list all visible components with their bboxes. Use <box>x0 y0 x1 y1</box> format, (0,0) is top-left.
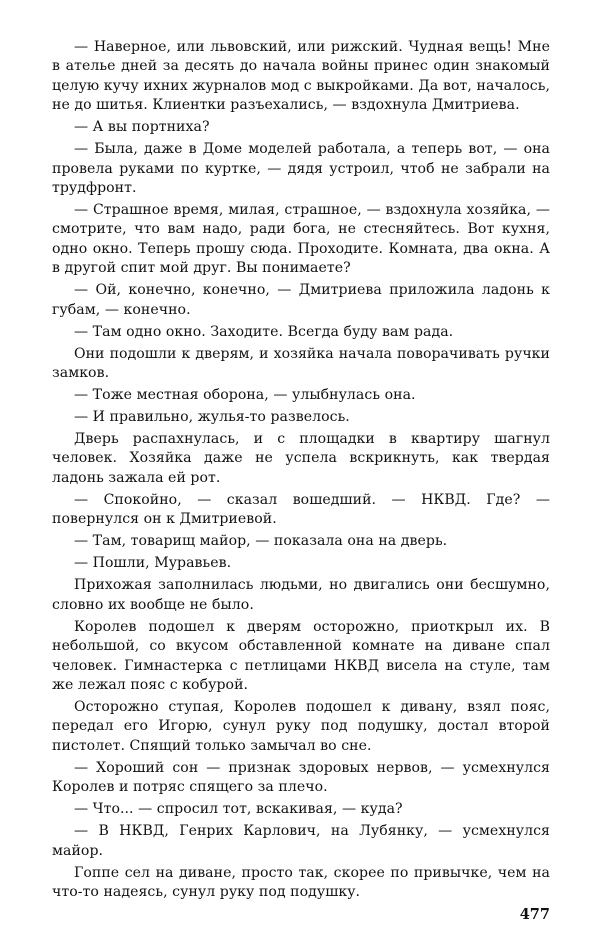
paragraph-1: — Наверное, или львовский, или рижский. Чудная вещь! Мне в ателье дней за десять до начала войны принес один знакомый целую кучу ихних журналов мод с выкройками. Да вот, началось, не до шитья. Клиентки разъехались, — вздохнула Дмитриева. <box>52 39 550 114</box>
paragraph-5: — Ой, конечно, конечно, — Дмитриева приложила ладонь к губам, — конечно. <box>52 282 550 318</box>
paragraph-15: Королев подошел к дверям осторожно, приоткрыл их. В небольшой, со вкусом обставленной комнате на диване спал человек. Гимнастерка с петлицами НКВД висела на стуле, там же лежал пояс с кобурой. <box>52 618 550 693</box>
book-page-text <box>52 38 550 918</box>
paragraph-8: — Тоже местная оборона, — улыбнулась она. <box>74 387 416 404</box>
paragraph-20: Гоппе сел на диване, просто так, скорее по привычке, чем на что-то надеясь, сунул руку под подушку. <box>52 864 550 900</box>
paragraph-12: — Там, товарищ майор, — показала она на дверь. <box>74 533 448 550</box>
paragraph-3: — Была, даже в Доме моделей работала, а теперь вот, — она провела руками по куртке, — дядя устроил, чтоб не забрали на трудфронт. <box>52 141 550 197</box>
paragraph-13: — Пошли, Муравьев. <box>74 555 232 572</box>
paragraph-10: Дверь распахнулась, и с площадки в квартиру шагнул человек. Хозяйка даже не успела вскрикнуть, как твердая ладонь зажала ей рот. <box>52 431 550 486</box>
paragraph-2: — А вы портниха? <box>74 119 210 136</box>
paragraph-14: Прихожая заполнилась людьми, но двигались они бесшумно, словно их вообще не было. <box>52 577 550 613</box>
paragraph-6: — Там одно окно. Заходите. Всегда буду вам рада. <box>74 323 454 340</box>
paragraph-19: — В НКВД, Генрих Карлович, на Лубянку, — усмехнулся майор. <box>52 823 550 859</box>
paragraph-17: — Хороший сон — признак здоровых нервов, — усмехнулся Королев и потряс спящего за плечо. <box>52 759 550 796</box>
page-number: 477 <box>519 906 550 923</box>
paragraph-18: — Что... — спросил тот, вскакивая, — куда? <box>74 801 403 818</box>
paragraph-7: Они подошли к дверям, и хозяйка начала поворачивать ручки замков. <box>52 345 550 382</box>
paragraph-4: — Страшное время, милая, страшное, — вздохнула хозяйка, — смотрите, что вам надо, ради бога, не стесняйтесь. Вот кухня, одно окно. Теперь прошу сюда. Проходите. Комната, два окна. А в другой спит мой друг. Вы понимаете? <box>52 202 550 277</box>
paragraph-11: — Спокойно, — сказал вошедший. — НКВД. Где? — повернулся он к Дмитриевой. <box>52 491 550 528</box>
paragraph-9: — И правильно, жулья-то развелось. <box>74 409 350 426</box>
paragraph-16: Осторожно ступая, Королев подошел к дивану, взял пояс, передал его Игорю, сунул руку под подушку, достал второй пистолет. Спящий только замычал во сне. <box>52 698 550 754</box>
